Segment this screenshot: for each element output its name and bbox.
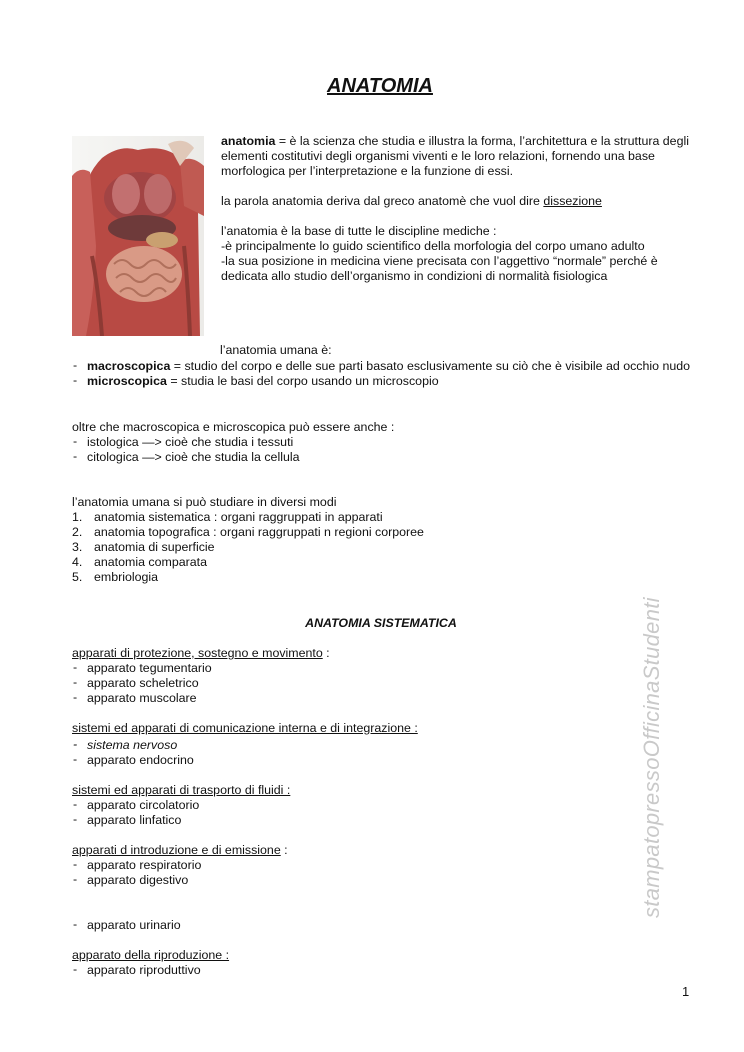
microscopica-text: = studia le basi del corpo usando un microscopio: [166, 374, 439, 388]
etymology-text: la parola anatomia deriva dal greco anatomè che vuol dire: [221, 194, 544, 208]
list-item: - sistema nervoso: [72, 738, 472, 753]
human-anatomy-intro: l’anatomia umana è:: [220, 343, 332, 357]
list-text: anatomia di superficie: [94, 540, 215, 554]
list-item: - apparato tegumentario: [72, 661, 472, 676]
list-item: [72, 510, 572, 525]
list-number: 5.: [72, 570, 83, 584]
list-item: - apparato digestivo: [72, 873, 472, 888]
group-heading: [72, 783, 290, 798]
group-list: [72, 738, 472, 768]
also-intro: oltre che macroscopica e microscopica può essere anche :: [72, 420, 395, 434]
group-heading: [72, 948, 229, 963]
list-item: - citologica —> cioè che studia la cellula: [72, 450, 572, 465]
list-item: - apparato respiratorio: [72, 858, 472, 873]
group-heading: [72, 646, 330, 661]
list-item: [72, 570, 572, 585]
list-number: 1.: [72, 510, 83, 524]
list-item: - istologica —> cioè che studia i tessuti: [72, 435, 572, 450]
term-macroscopica: macroscopica: [87, 359, 171, 373]
anatomical-model-image: [72, 136, 204, 336]
list-item: - apparato muscolare: [72, 691, 472, 706]
modes-list: [72, 510, 572, 585]
definition-text: = è la scienza che studia e illustra la forma, l’architettura e la struttura degli elementi costitutivi degli organismi viventi e le loro relazioni, fornendo una base morfologica per l’interpretazione e la funzione di essi.: [221, 134, 689, 178]
group-heading-text: sistemi ed apparati di comunicazione interna e di integrazione :: [72, 721, 418, 735]
page-number: 1: [682, 984, 690, 999]
page-title: ANATOMIA: [327, 75, 433, 97]
group-heading-suffix: :: [322, 646, 330, 660]
group-list: [72, 798, 472, 828]
list-number: 4.: [72, 555, 83, 569]
group-heading-text: apparati d introduzione e di emissione: [72, 843, 281, 857]
etymology-term: dissezione: [543, 194, 602, 208]
list-item: - apparato urinario: [72, 918, 472, 933]
list-item: - apparato scheletrico: [72, 676, 472, 691]
section-title: ANATOMIA SISTEMATICA: [305, 616, 457, 630]
list-text: embriologia: [94, 570, 159, 584]
list-number: 2.: [72, 525, 83, 539]
list-text: anatomia topografica : organi raggruppati n regioni corporee: [94, 525, 424, 539]
list-item: [72, 374, 692, 389]
group-heading: [72, 843, 288, 858]
list-item: [72, 555, 572, 570]
basis-point: -la sua posizione in medicina viene precisata con l’aggettivo “normale” perché è dedicata allo studio dell’organismo in condizioni di normalità fisiologica: [221, 254, 658, 283]
list-item: - apparato circolatorio: [72, 798, 472, 813]
group-heading: [72, 721, 418, 736]
basis-line: l’anatomia è la base di tutte le discipline mediche :: [221, 224, 497, 238]
list-text: anatomia comparata: [94, 555, 207, 569]
list-item: - apparato endocrino: [72, 753, 472, 768]
definition-paragraph: [221, 134, 691, 179]
etymology-paragraph: [221, 194, 691, 209]
list-text: anatomia sistematica : organi raggruppati in apparati: [94, 510, 383, 524]
group-list: [72, 918, 472, 933]
list-item: [72, 359, 692, 374]
group-heading-suffix: :: [280, 843, 288, 857]
list-number: 3.: [72, 540, 83, 554]
list-item: [72, 525, 572, 540]
group-list: [72, 661, 472, 706]
macroscopica-text: = studio del corpo e delle sue parti basato esclusivamente su ciò che è visibile ad occhio nudo: [170, 359, 691, 373]
intro-section: [221, 134, 691, 284]
group-heading-text: sistemi ed apparati di trasporto di fluidi :: [72, 783, 291, 797]
human-anatomy-list: [72, 359, 692, 389]
group-heading-text: apparato della riproduzione :: [72, 948, 230, 962]
list-item: [72, 540, 572, 555]
modes-intro: l’anatomia umana si può studiare in diversi modi: [72, 495, 337, 509]
term-anatomia: anatomia: [221, 134, 276, 148]
watermark: stampatopressoOfficinaStudenti: [639, 597, 664, 918]
list-item: - apparato linfatico: [72, 813, 472, 828]
basis-point: -è principalmente lo guido scientifico della morfologia del corpo umano adulto: [221, 239, 645, 253]
group-heading-text: apparati di protezione, sostegno e movimento: [72, 646, 323, 660]
list-item: - apparato riproduttivo: [72, 963, 472, 978]
term-microscopica: microscopica: [87, 374, 167, 388]
also-list: [72, 435, 572, 465]
group-list: [72, 963, 472, 978]
anatomical-model-drawing: [72, 136, 204, 336]
group-list: [72, 858, 472, 888]
